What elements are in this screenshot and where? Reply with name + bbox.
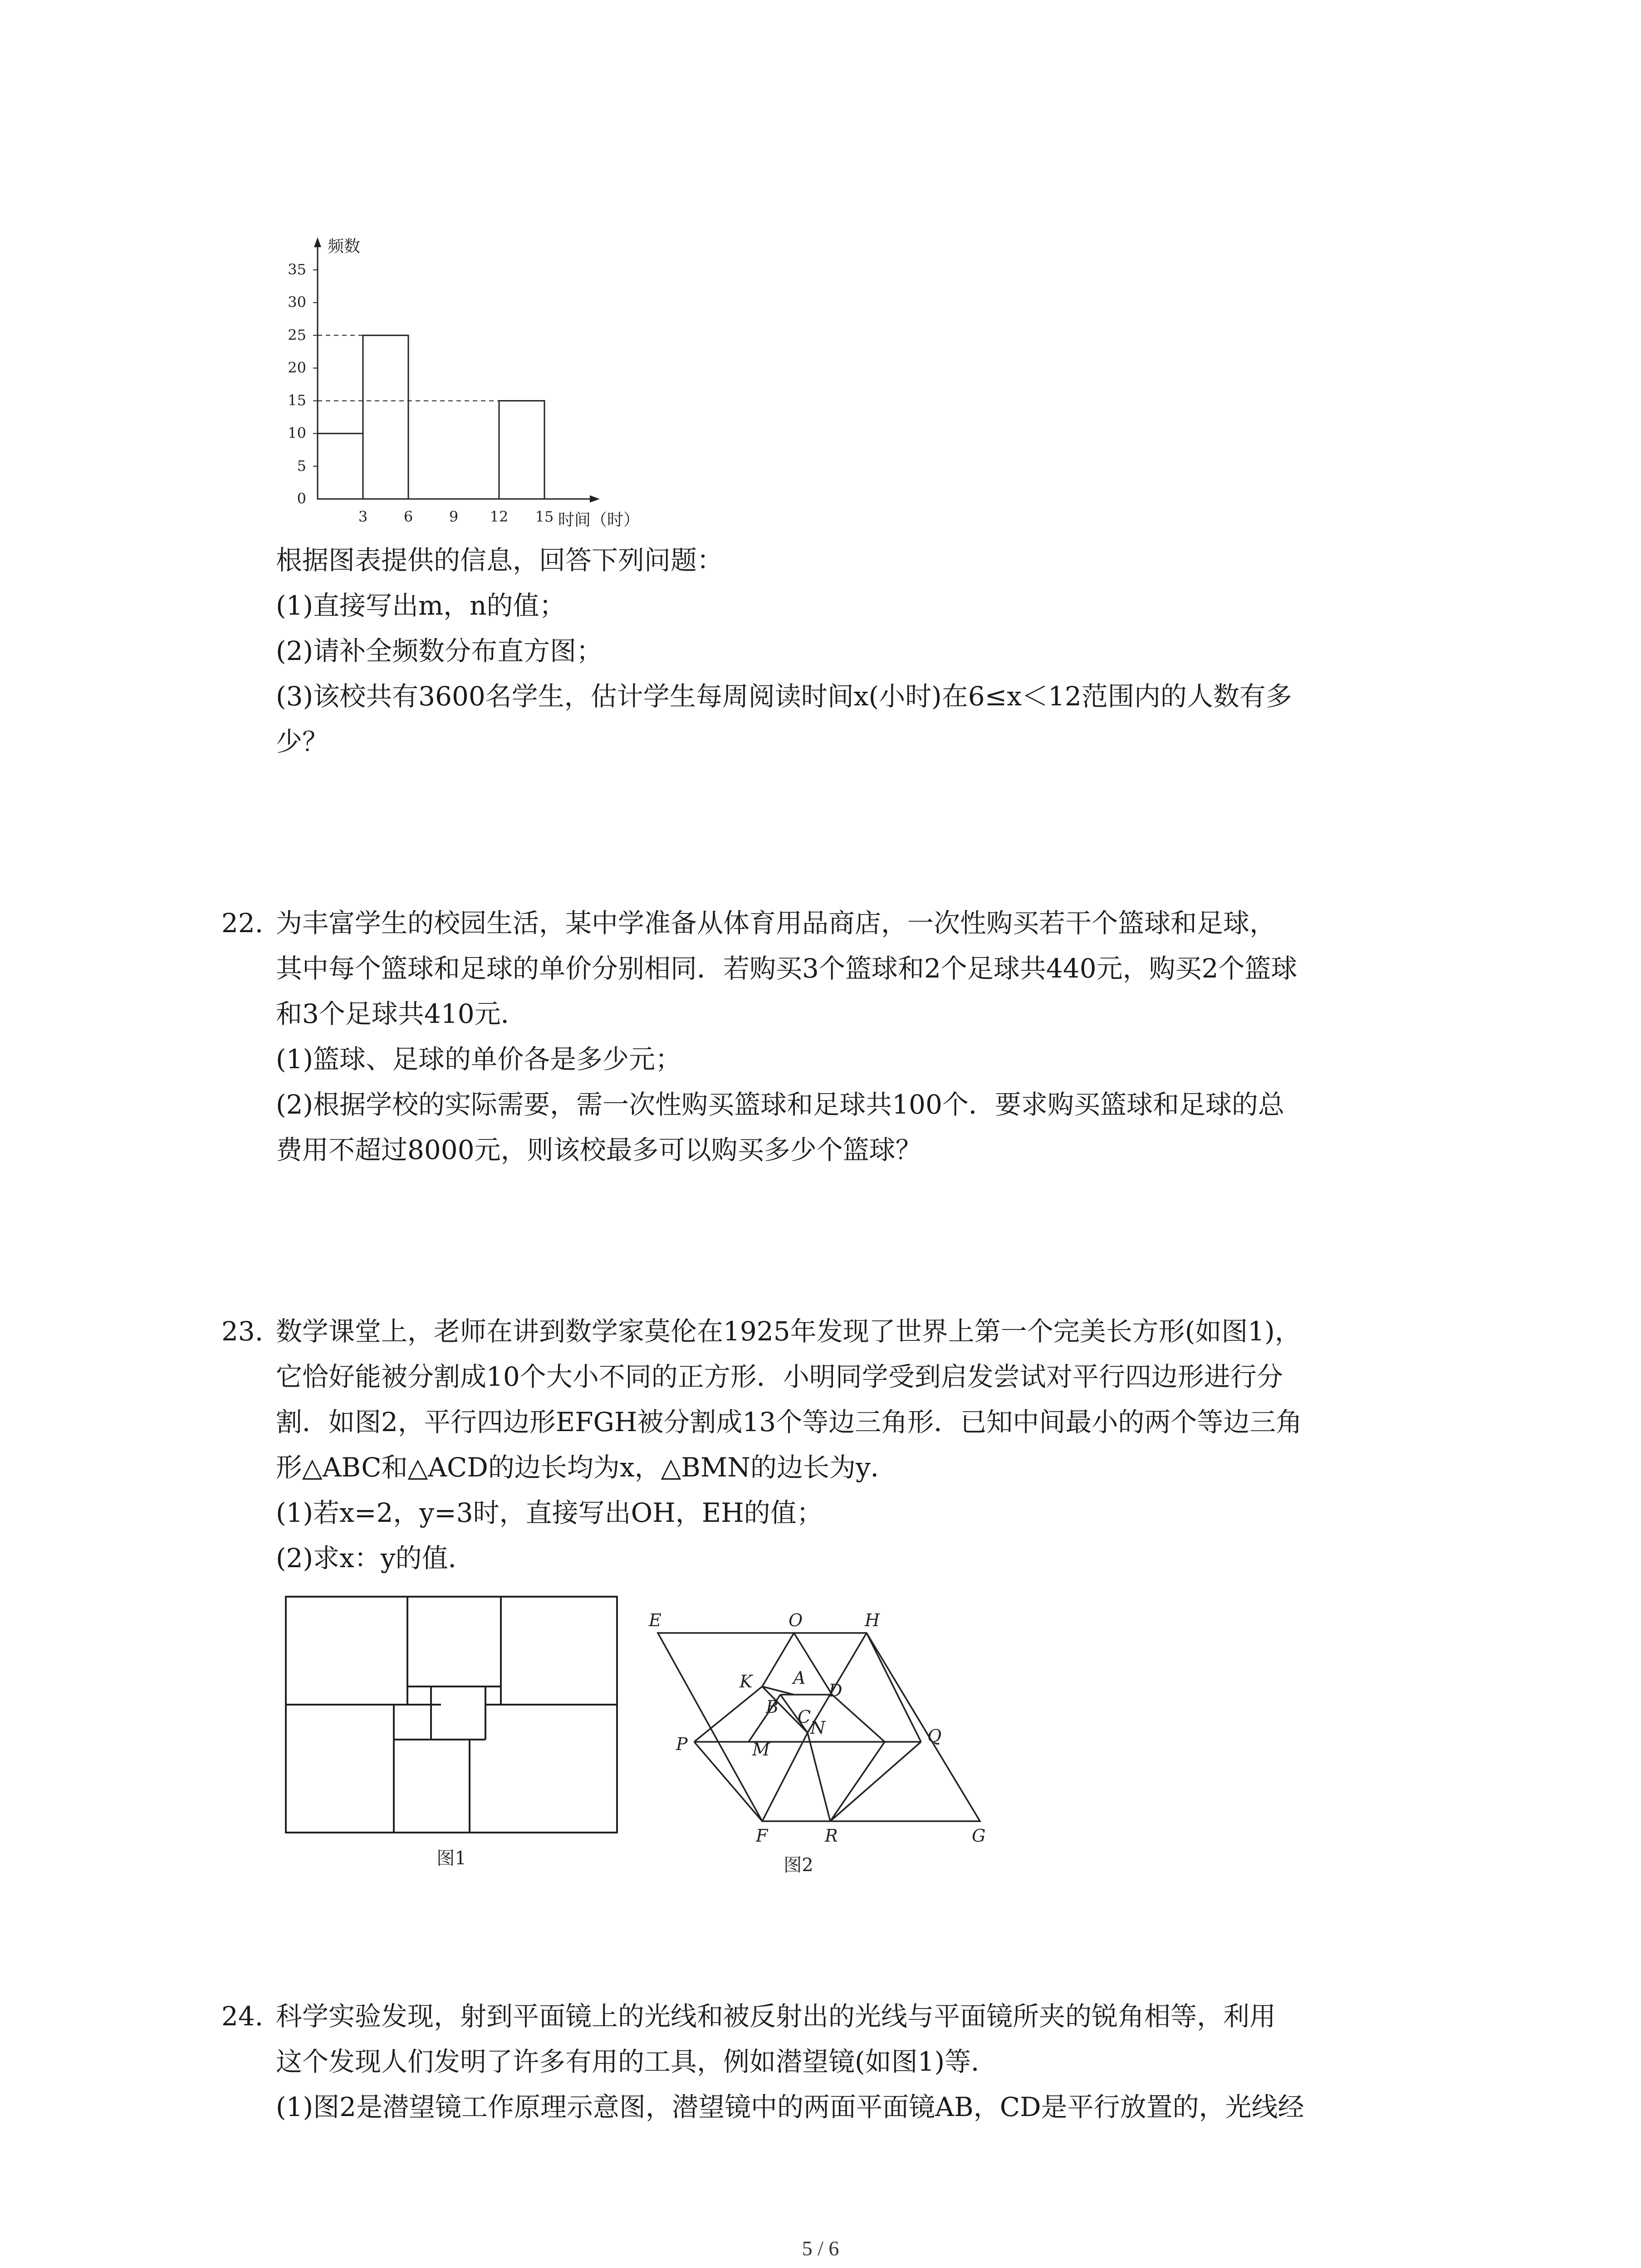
q21-part3-line2: 少？ [276, 726, 329, 757]
y-tick-label: 15 [288, 391, 306, 409]
q23-line1: 数学课堂上，老师在讲到数学家莫伦在1925年发现了世界上第一个完美长方形(如图1)， [276, 1316, 1301, 1347]
q21-part1: (1)直接写出m，n的值； [276, 590, 566, 621]
fig2-label-C: C [798, 1707, 811, 1727]
fig2-edge [762, 1633, 794, 1686]
fig2-label-G: G [972, 1826, 986, 1846]
y-tick-label: 20 [288, 359, 306, 376]
fig2-label-R: R [825, 1826, 838, 1846]
q23-line4: 形△ABC和△ACD的边长均为x，△BMN的边长为y． [276, 1452, 897, 1483]
histogram-marks [288, 237, 640, 529]
y-axis-arrow [314, 237, 321, 247]
q24-line1: 科学实验发现，射到平面镜上的光线和被反射出的光线与平面镜所夹的锐角相等，利用 [276, 2001, 1276, 2032]
fig2-label-F: F [756, 1826, 768, 1846]
fig2-label-A: A [793, 1668, 806, 1688]
x-axis-arrow [590, 495, 600, 503]
frequency-histogram [236, 213, 712, 540]
histogram-bar [499, 401, 544, 499]
fig2-label-O: O [789, 1610, 803, 1630]
q21-part2: (2)请补全频数分布直方图； [276, 635, 603, 666]
q21-part3-line1: (3)该校共有3600名学生，估计学生每周阅读时间x(小时)在6≤x＜12范围内的人数有多 [276, 681, 1292, 712]
fig2-label-P: P [676, 1734, 688, 1754]
q22-line1: 为丰富学生的校园生活，某中学准备从体育用品商店，一次性购买若干个篮球和足球， [276, 908, 1276, 938]
q24-part1-line1: (1)图2是潜望镜工作原理示意图，潜望镜中的两面平面镜AB，CD是平行放置的，光线经 [276, 2092, 1304, 2122]
q21-intro: 根据图表提供的信息，回答下列问题： [276, 545, 724, 576]
y-tick-label: 10 [288, 424, 306, 442]
y-tick-label: 35 [288, 261, 306, 278]
q23-part1: (1)若x=2，y=3时，直接写出OH，EH的值； [276, 1497, 823, 1528]
fig2-label-N: N [810, 1718, 826, 1738]
y-tick-label: 0 [297, 490, 306, 507]
x-tick-label: 9 [449, 508, 459, 525]
q22-part1: (1)篮球、足球的单价各是多少元； [276, 1044, 682, 1075]
q23-line2: 它恰好能被分割成10个大小不同的正方形．小明同学受到启发尝试对平行四边形进行分 [276, 1361, 1283, 1392]
q24-number: 24. [221, 2001, 264, 2032]
q22-line2: 其中每个篮球和足球的单价分别相同．若购买3个篮球和2个足球共440元，购买2个篮球 [276, 953, 1298, 984]
fig2-label-Q: Q [927, 1726, 942, 1746]
page-number: 5 / 6 [802, 2237, 839, 2260]
y-tick-label: 30 [288, 293, 306, 311]
y-tick-label: 5 [297, 457, 306, 474]
x-axis-label: 时间（时） [558, 511, 640, 529]
fig2-label-M: M [752, 1740, 770, 1760]
fig2-edge [808, 1733, 830, 1821]
figure-2-parallelogram [644, 1606, 1007, 1878]
q22-number: 22. [221, 908, 264, 938]
q22-part2-line2: 费用不超过8000元，则该校最多可以购买多少个篮球？ [276, 1134, 922, 1165]
x-tick-label: 12 [490, 508, 509, 525]
x-tick-label: 6 [403, 508, 413, 525]
q24-line2: 这个发现人们发明了许多有用的工具，例如潜望镜(如图1)等． [276, 2046, 998, 2077]
fig2-edge [694, 1686, 762, 1742]
fig1-caption: 图1 [436, 1848, 466, 1869]
fig2-label-K: K [740, 1672, 753, 1691]
fig2-label-D: D [828, 1681, 843, 1701]
histogram-bar [363, 335, 408, 499]
q22-line3: 和3个足球共410元． [276, 998, 527, 1029]
q23-part2: (2)求x：y的值． [276, 1543, 475, 1574]
fig2-caption: 图2 [784, 1855, 813, 1876]
q23-number: 23. [221, 1316, 264, 1347]
q23-line3: 割．如图2，平行四边形EFGH被分割成13个等边三角形．已知中间最小的两个等边三角 [276, 1407, 1303, 1437]
histogram-bar [318, 434, 363, 499]
fig2-label-B: B [766, 1697, 779, 1717]
x-tick-label: 3 [358, 508, 368, 525]
y-tick-label: 25 [288, 326, 306, 344]
fig1-outer-rect [286, 1597, 617, 1833]
fig2-edge [832, 1695, 885, 1742]
q22-part2-line1: (2)根据学校的实际需要，需一次性购买篮球和足球共100个．要求购买篮球和足球的总 [276, 1089, 1284, 1120]
y-axis-label: 频数 [328, 237, 361, 256]
x-tick-label: 15 [535, 508, 554, 525]
fig2-label-E: E [649, 1610, 661, 1630]
figure-1-perfect-rectangle [272, 1583, 626, 1873]
fig2-edge [867, 1633, 921, 1742]
fig2-label-H: H [865, 1610, 880, 1630]
